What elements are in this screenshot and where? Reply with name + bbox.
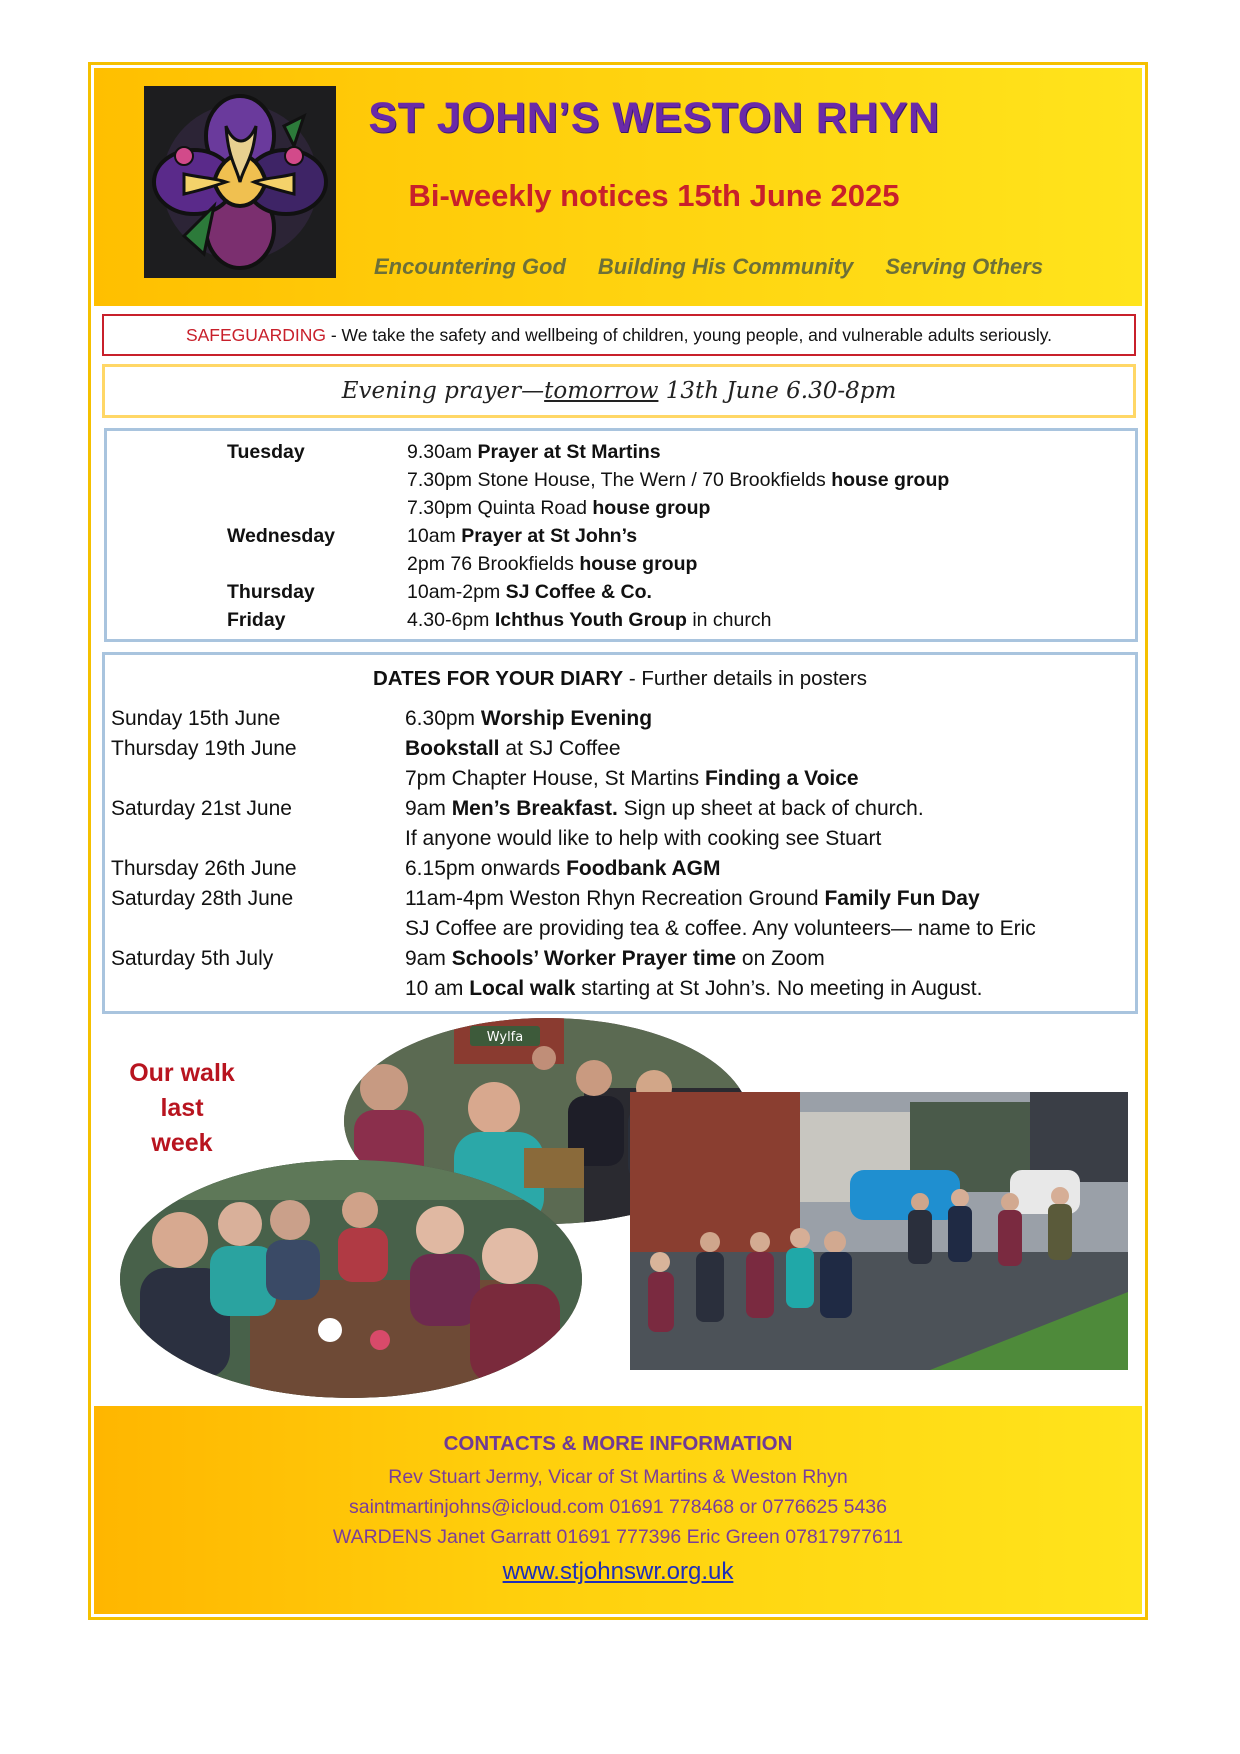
header-banner xyxy=(94,68,1142,306)
diary-bold: Bookstall xyxy=(405,737,500,760)
schedule-day: Friday xyxy=(227,609,286,631)
diary-date: Thursday 26th June xyxy=(111,857,297,880)
schedule-day: Wednesday xyxy=(227,525,336,547)
schedule-text xyxy=(407,441,661,464)
walk-caption xyxy=(112,1056,252,1161)
diary-post: Sign up sheet at back of church. xyxy=(617,797,924,820)
diary-date: Saturday 21st June xyxy=(111,797,292,820)
diary-pre: 11am-4pm Weston Rhyn Recreation Ground xyxy=(405,887,825,910)
schedule-row xyxy=(107,609,1135,637)
diary-text xyxy=(405,917,1036,941)
diary-pre: 6.30pm xyxy=(405,707,481,730)
diary-bold: Worship Evening xyxy=(480,707,653,730)
diary-bold: Finding a Voice xyxy=(704,767,859,790)
stained-glass-icon xyxy=(144,86,336,278)
contacts-footer xyxy=(94,1406,1142,1614)
weekly-schedule xyxy=(104,428,1138,642)
diary-row xyxy=(105,797,1135,827)
walk-caption-line: week xyxy=(151,1129,213,1157)
diary-row xyxy=(105,977,1135,1007)
diary-bold: Foodbank AGM xyxy=(566,857,721,880)
diary-row xyxy=(105,827,1135,857)
schedule-day: Tuesday xyxy=(227,441,305,463)
schedule-text xyxy=(407,609,771,632)
diary-text xyxy=(405,827,881,851)
diary-row xyxy=(105,767,1135,797)
schedule-row xyxy=(107,525,1135,553)
cafe-table-photo xyxy=(120,1160,582,1398)
schedule-pre: 7.30pm Stone House, The Wern / 70 Brookfields xyxy=(407,469,832,491)
evening-prayer-box xyxy=(102,364,1136,418)
diary-heading-rest: - Further details in posters xyxy=(623,667,868,690)
schedule-bold: Ichthus Youth Group xyxy=(494,609,687,631)
table-photo-illustration xyxy=(120,1160,582,1398)
evening-prayer-suffix: 13th June 6.30-8pm xyxy=(658,378,897,404)
contacts-title: CONTACTS & MORE INFORMATION xyxy=(443,1432,793,1455)
schedule-pre: 9.30am xyxy=(407,441,478,463)
diary-pre: 10 am xyxy=(405,977,470,1000)
walkers-group-photo xyxy=(630,1092,1128,1370)
diary-date: Saturday 5th July xyxy=(111,947,274,970)
diary-bold: Local walk xyxy=(469,977,576,1000)
evening-prayer-underlined: tomorrow xyxy=(544,378,659,404)
diary-pre: SJ Coffee are providing tea & coffee. Any volunteers— name to Eric xyxy=(405,917,1036,940)
walkers-photo-illustration xyxy=(630,1092,1128,1370)
schedule-day: Thursday xyxy=(227,581,315,603)
motto-item: Encountering God xyxy=(374,254,566,279)
diary-text xyxy=(405,737,621,761)
motto-item: Serving Others xyxy=(885,254,1044,279)
diary-pre: 6.15pm onwards xyxy=(405,857,567,880)
schedule-row xyxy=(107,469,1135,497)
schedule-text xyxy=(407,469,949,492)
diary-date: Sunday 15th June xyxy=(111,707,281,730)
diary-bold: Schools’ Worker Prayer time xyxy=(451,947,737,970)
schedule-bold: house group xyxy=(579,553,698,575)
diary-row xyxy=(105,737,1135,767)
diary-date: Thursday 19th June xyxy=(111,737,297,760)
walk-caption-line: Our walk xyxy=(129,1059,235,1087)
schedule-row xyxy=(107,497,1135,525)
schedule-text xyxy=(407,581,652,604)
schedule-bold: house group xyxy=(831,469,950,491)
schedule-pre: 7.30pm Quinta Road xyxy=(407,497,593,519)
diary-row xyxy=(105,887,1135,917)
diary-pre: If anyone would like to help with cooking see Stuart xyxy=(405,827,882,850)
diary-box xyxy=(102,652,1138,1014)
diary-row xyxy=(105,947,1135,977)
walk-caption-line: last xyxy=(160,1094,204,1122)
diary-bold: Men’s Breakfast. xyxy=(451,797,618,820)
diary-text xyxy=(405,707,652,731)
safeguarding-text: - We take the safety and wellbeing of children, young people, and vulnerable adults seriously. xyxy=(325,325,1053,345)
diary-text xyxy=(405,977,982,1001)
schedule-bold: SJ Coffee & Co. xyxy=(505,581,652,603)
schedule-text xyxy=(407,497,710,520)
diary-text xyxy=(405,887,980,911)
diary-post: at SJ Coffee xyxy=(499,737,621,760)
motto-item: Building His Community xyxy=(597,254,854,279)
contacts-vicar: Rev Stuart Jermy, Vicar of St Martins & Weston Rhyn xyxy=(388,1466,848,1488)
diary-post: on Zoom xyxy=(736,947,825,970)
notices-title: Bi-weekly notices 15th June 2025 xyxy=(408,178,900,213)
schedule-row xyxy=(107,553,1135,581)
diary-heading-bold: DATES FOR YOUR DIARY xyxy=(372,667,624,690)
contacts-wardens: WARDENS Janet Garratt 01691 777396 Eric Green 07817977611 xyxy=(332,1526,904,1548)
diary-row xyxy=(105,857,1135,887)
diary-row xyxy=(105,917,1135,947)
diary-row xyxy=(105,707,1135,737)
schedule-text xyxy=(407,525,637,548)
contacts-email-phone[interactable]: saintmartinjohns@icloud.com 01691 778468 or 0776625 5436 xyxy=(348,1496,887,1518)
schedule-bold: house group xyxy=(592,497,711,519)
cafe-sign-text: Wylfa xyxy=(486,1030,524,1045)
schedule-pre: 4.30-6pm xyxy=(407,609,495,631)
schedule-row xyxy=(107,581,1135,609)
schedule-bold: Prayer at St John’s xyxy=(461,525,638,547)
schedule-text xyxy=(407,553,697,576)
schedule-row xyxy=(107,441,1135,469)
diary-text xyxy=(405,947,825,971)
diary-heading xyxy=(105,667,1135,691)
schedule-pre: 10am xyxy=(407,525,462,547)
diary-text xyxy=(405,797,924,821)
church-name: ST JOHN’S WESTON RHYN xyxy=(368,94,940,142)
diary-pre: 9am xyxy=(405,797,452,820)
schedule-pre: 10am-2pm xyxy=(407,581,506,603)
diary-post: starting at St John’s. No meeting in August. xyxy=(575,977,983,1000)
schedule-bold: Prayer at St Martins xyxy=(477,441,661,463)
safeguarding-box xyxy=(102,314,1136,356)
stained-glass-logo xyxy=(144,86,336,278)
diary-text xyxy=(405,857,720,881)
evening-prayer-prefix: Evening prayer— xyxy=(341,378,545,404)
schedule-post: in church xyxy=(686,609,772,631)
diary-text xyxy=(405,767,859,791)
mottos xyxy=(374,254,1074,280)
diary-pre: 7pm Chapter House, St Martins xyxy=(405,767,705,790)
diary-bold: Family Fun Day xyxy=(824,887,980,910)
safeguarding-label: SAFEGUARDING xyxy=(185,325,326,345)
schedule-pre: 2pm 76 Brookfields xyxy=(407,553,580,575)
diary-pre: 9am xyxy=(405,947,452,970)
diary-date: Saturday 28th June xyxy=(111,887,294,910)
website-link[interactable]: www.stjohnswr.org.uk xyxy=(502,1558,734,1585)
